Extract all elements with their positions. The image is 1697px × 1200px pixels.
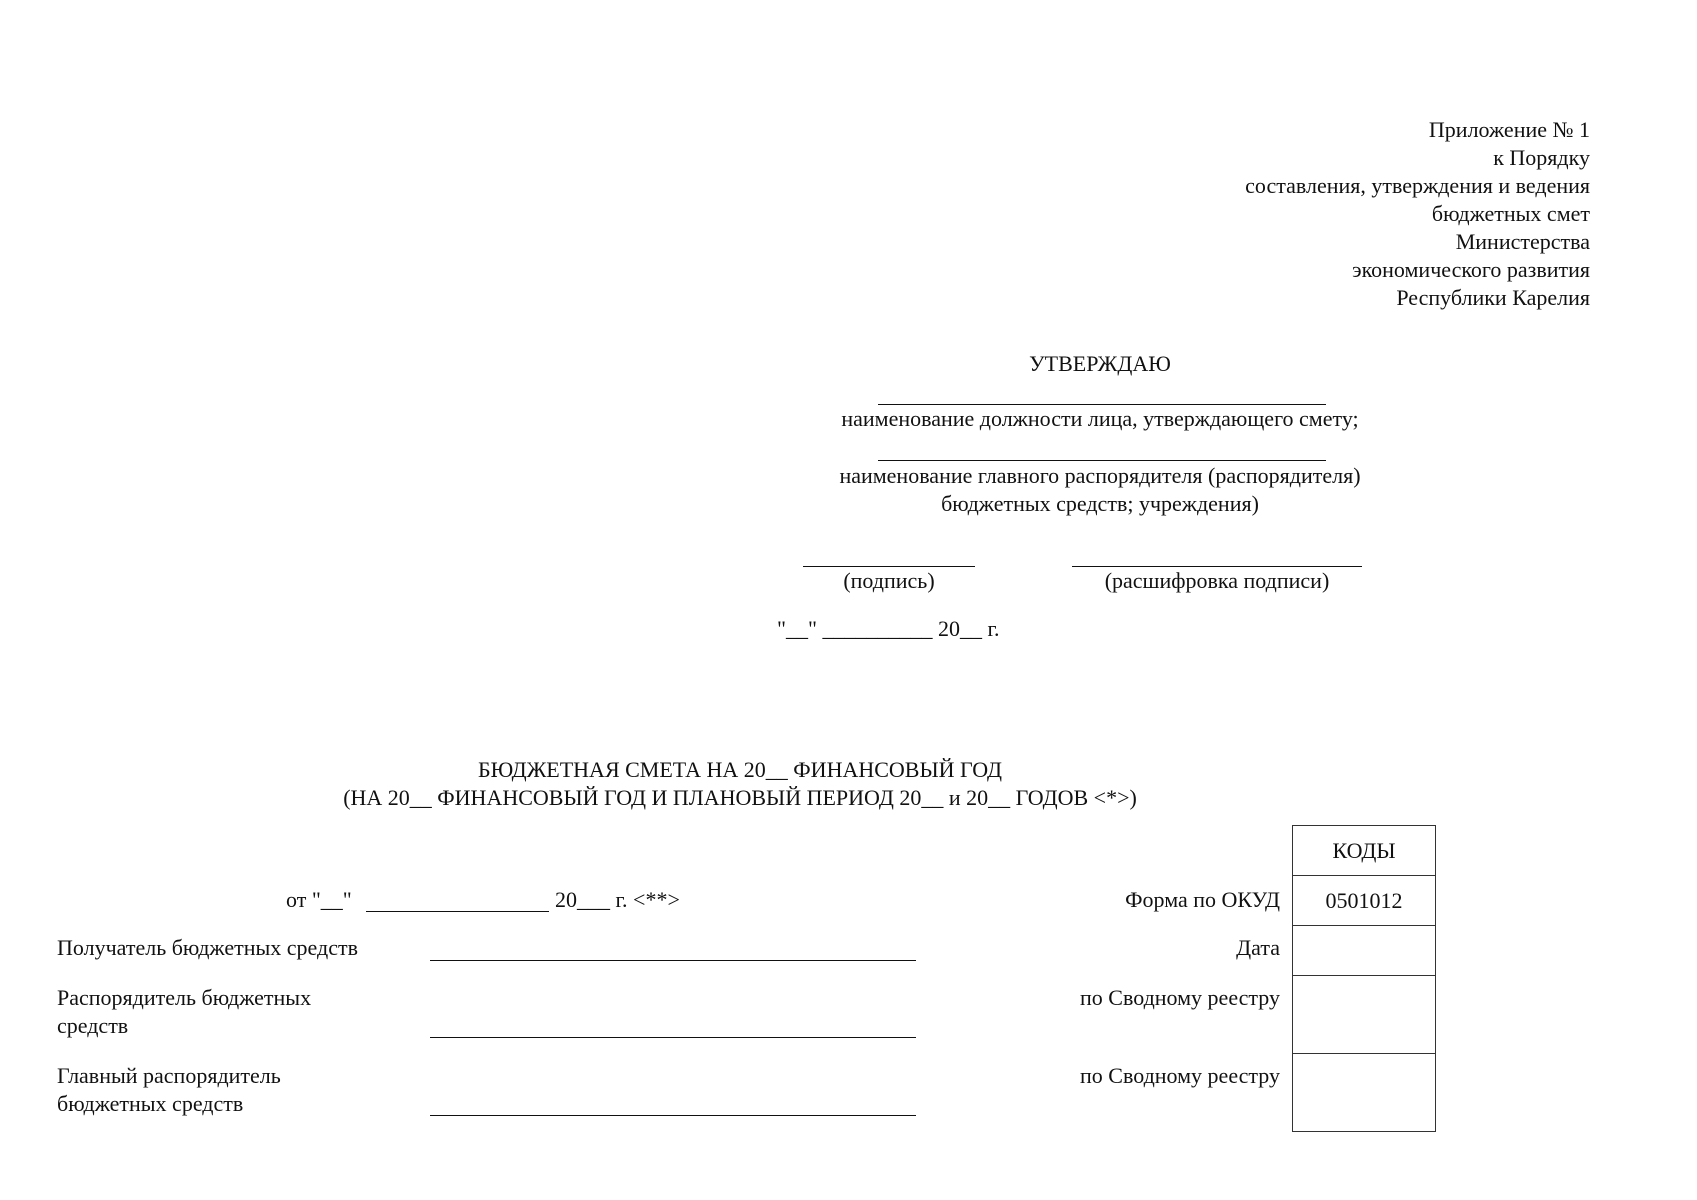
manager-label-line2: средств — [57, 1013, 129, 1038]
appendix-line: составления, утверждения и ведения — [1245, 173, 1590, 198]
manager-caption-line1: наименование главного распорядителя (распорядителя) — [839, 463, 1361, 488]
document-title: БЮДЖЕТНАЯ СМЕТА НА 20__ ФИНАНСОВЫЙ ГОД — [477, 757, 1003, 782]
date-code-cell[interactable] — [1293, 926, 1436, 976]
manager-label-line1: Распорядитель бюджетных — [57, 985, 312, 1010]
document-subtitle: (НА 20__ ФИНАНСОВЫЙ ГОД И ПЛАНОВЫЙ ПЕРИОД 20__ и 20__ ГОДОВ <*>) — [343, 785, 1137, 810]
approval-heading: УТВЕРЖДАЮ — [1029, 351, 1171, 376]
chief-manager-label-line1: Главный распорядитель — [57, 1063, 281, 1088]
appendix-line: бюджетных смет — [1431, 201, 1590, 226]
codes-header: КОДЫ — [1293, 826, 1436, 876]
document-date-month-underline[interactable] — [366, 911, 549, 912]
registry-code-cell-2[interactable] — [1293, 1054, 1436, 1132]
chief-manager-input-line[interactable] — [430, 1115, 916, 1116]
okud-label: Форма по ОКУД — [1125, 887, 1280, 912]
registry-code-cell-1[interactable] — [1293, 976, 1436, 1054]
manager-caption-line2: бюджетных средств; учреждения) — [941, 491, 1259, 516]
appendix-block — [1245, 116, 1590, 312]
recipient-input-line[interactable] — [430, 960, 916, 961]
appendix-line: экономического развития — [1352, 257, 1590, 282]
signature-decoding-caption: (расшифровка подписи) — [1104, 568, 1330, 593]
codes-table — [1292, 825, 1436, 1132]
appendix-line: к Порядку — [1493, 145, 1590, 170]
manager-underline[interactable] — [878, 460, 1326, 461]
signature-caption: (подпись) — [843, 568, 935, 593]
registry-label-1: по Сводному реестру — [1080, 985, 1280, 1010]
manager-input-line[interactable] — [430, 1037, 916, 1038]
appendix-line: Министерства — [1455, 229, 1590, 254]
chief-manager-label-line2: бюджетных средств — [57, 1091, 244, 1116]
date-code-label: Дата — [1236, 935, 1280, 960]
position-caption: наименование должности лица, утверждающего смету; — [841, 406, 1359, 431]
document-date-prefix: от "__" — [286, 887, 352, 912]
okud-code-cell: 0501012 — [1293, 876, 1436, 926]
recipient-label: Получатель бюджетных средств — [57, 935, 358, 960]
appendix-line: Приложение № 1 — [1428, 117, 1590, 142]
document-date-year: 20___ г. <**> — [555, 887, 680, 912]
approval-date-line[interactable]: "__" __________ 20__ г. — [777, 616, 1000, 641]
appendix-line: Республики Карелия — [1396, 285, 1590, 310]
registry-label-2: по Сводному реестру — [1080, 1063, 1280, 1088]
